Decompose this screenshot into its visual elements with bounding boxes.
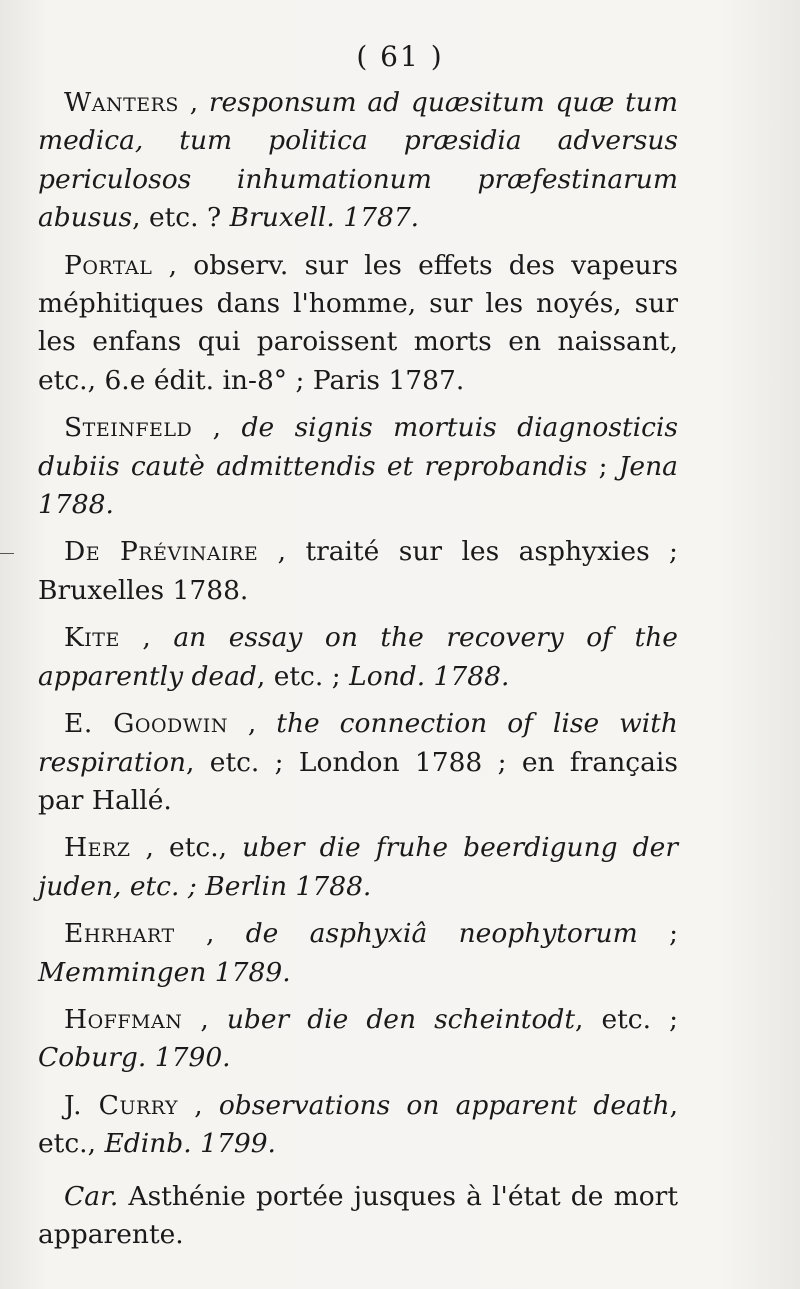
entry-place-year: London 1788 ; en français par Hallé. (38, 746, 678, 816)
entry-title: responsum ad quæsitum quæ tum medica, tum politica præsidia adversus periculosos inhumationum præfestinarum abusus (38, 87, 678, 234)
entry-place-year: Memmingen 1789. (38, 956, 291, 988)
entry-separator: , (192, 412, 242, 444)
bibliography-entry (38, 705, 678, 820)
entry-separator: , (178, 87, 209, 118)
bibliography-entry (38, 84, 678, 238)
entry-place-year: Bruxell. 1787. (229, 202, 420, 234)
entry-place-year: Coburg. 1790. (38, 1042, 231, 1074)
margin-mark (0, 553, 14, 554)
entry-separator: , (130, 832, 170, 864)
entry-place-year: Jena 1788. (38, 450, 678, 521)
closing-note (38, 1178, 678, 1255)
entry-details: , etc., (38, 1089, 678, 1160)
entry-title: de signis mortuis diagnosticis dubiis cautè admittendis et reprobandis (38, 412, 678, 482)
entry-details: observ. sur les effets des vapeurs méphitiques dans l'homme, sur les noyés, sur les enfans qui paroissent morts en naissant, etc., 6.e édit. in-8° ; Paris 1787. (38, 249, 678, 396)
entry-details: , etc. ? (132, 202, 230, 234)
entry-author: Ehrhart (64, 918, 175, 950)
closing-text: Asthénie portée jusques à l'état de mort apparente. (38, 1180, 678, 1250)
entry-separator: , (258, 536, 306, 568)
entry-details: , etc. ; (256, 660, 350, 692)
entry-title: an essay on the recovery of the apparently dead (38, 622, 678, 692)
entry-author: Wanters (64, 87, 179, 118)
entry-author: Steinfeld (64, 412, 193, 444)
closing-label: Car. (64, 1180, 119, 1212)
entry-author: Hoffman (64, 1003, 183, 1035)
entry-author: Portal (64, 249, 153, 281)
entry-author: De Prévinaire (64, 536, 259, 568)
entry-details: traité sur les asphyxies ; Bruxelles 1788. (38, 536, 678, 606)
bibliography-entry (38, 247, 678, 401)
entry-details: etc., (169, 832, 243, 864)
bibliography-list (38, 84, 678, 1263)
entry-details: ; (587, 450, 619, 482)
entry-title: observations on apparent death (218, 1089, 670, 1121)
entry-separator: , (174, 918, 246, 950)
entry-details: ; (637, 918, 678, 950)
bibliography-entry (38, 619, 678, 696)
entry-title: the connection of lise with respiration (38, 708, 678, 778)
page-number: ( 61 ) (356, 40, 444, 73)
entry-separator: , (152, 249, 194, 281)
bibliography-entry (38, 915, 678, 992)
bibliography-entry (38, 1001, 678, 1078)
entry-title: uber die den scheintodt (226, 1003, 576, 1035)
bibliography-entry (38, 533, 678, 610)
bibliography-entry (38, 1087, 678, 1164)
entry-details: , etc. ; (575, 1003, 679, 1035)
entry-details: , etc. ; (186, 746, 299, 778)
entry-author: Kite (64, 622, 120, 654)
entry-place-year: Edinb. 1799. (104, 1128, 276, 1160)
entry-place-year: Lond. 1788. (349, 660, 510, 692)
entry-separator: , (119, 622, 174, 654)
entry-separator: , (227, 708, 277, 740)
entry-author: J. Curry (64, 1089, 179, 1121)
entry-separator: , (182, 1003, 227, 1035)
bibliography-entry (38, 409, 678, 524)
entry-place-year: uber die fruhe beerdigung der juden, etc. ; Berlin 1788. (38, 832, 678, 902)
entry-author: Herz (64, 832, 131, 864)
entry-author: E. Goodwin (64, 708, 228, 740)
entry-title: de asphyxiâ neophytorum (245, 918, 638, 950)
bibliography-entry (38, 829, 678, 906)
entry-separator: , (178, 1089, 219, 1121)
